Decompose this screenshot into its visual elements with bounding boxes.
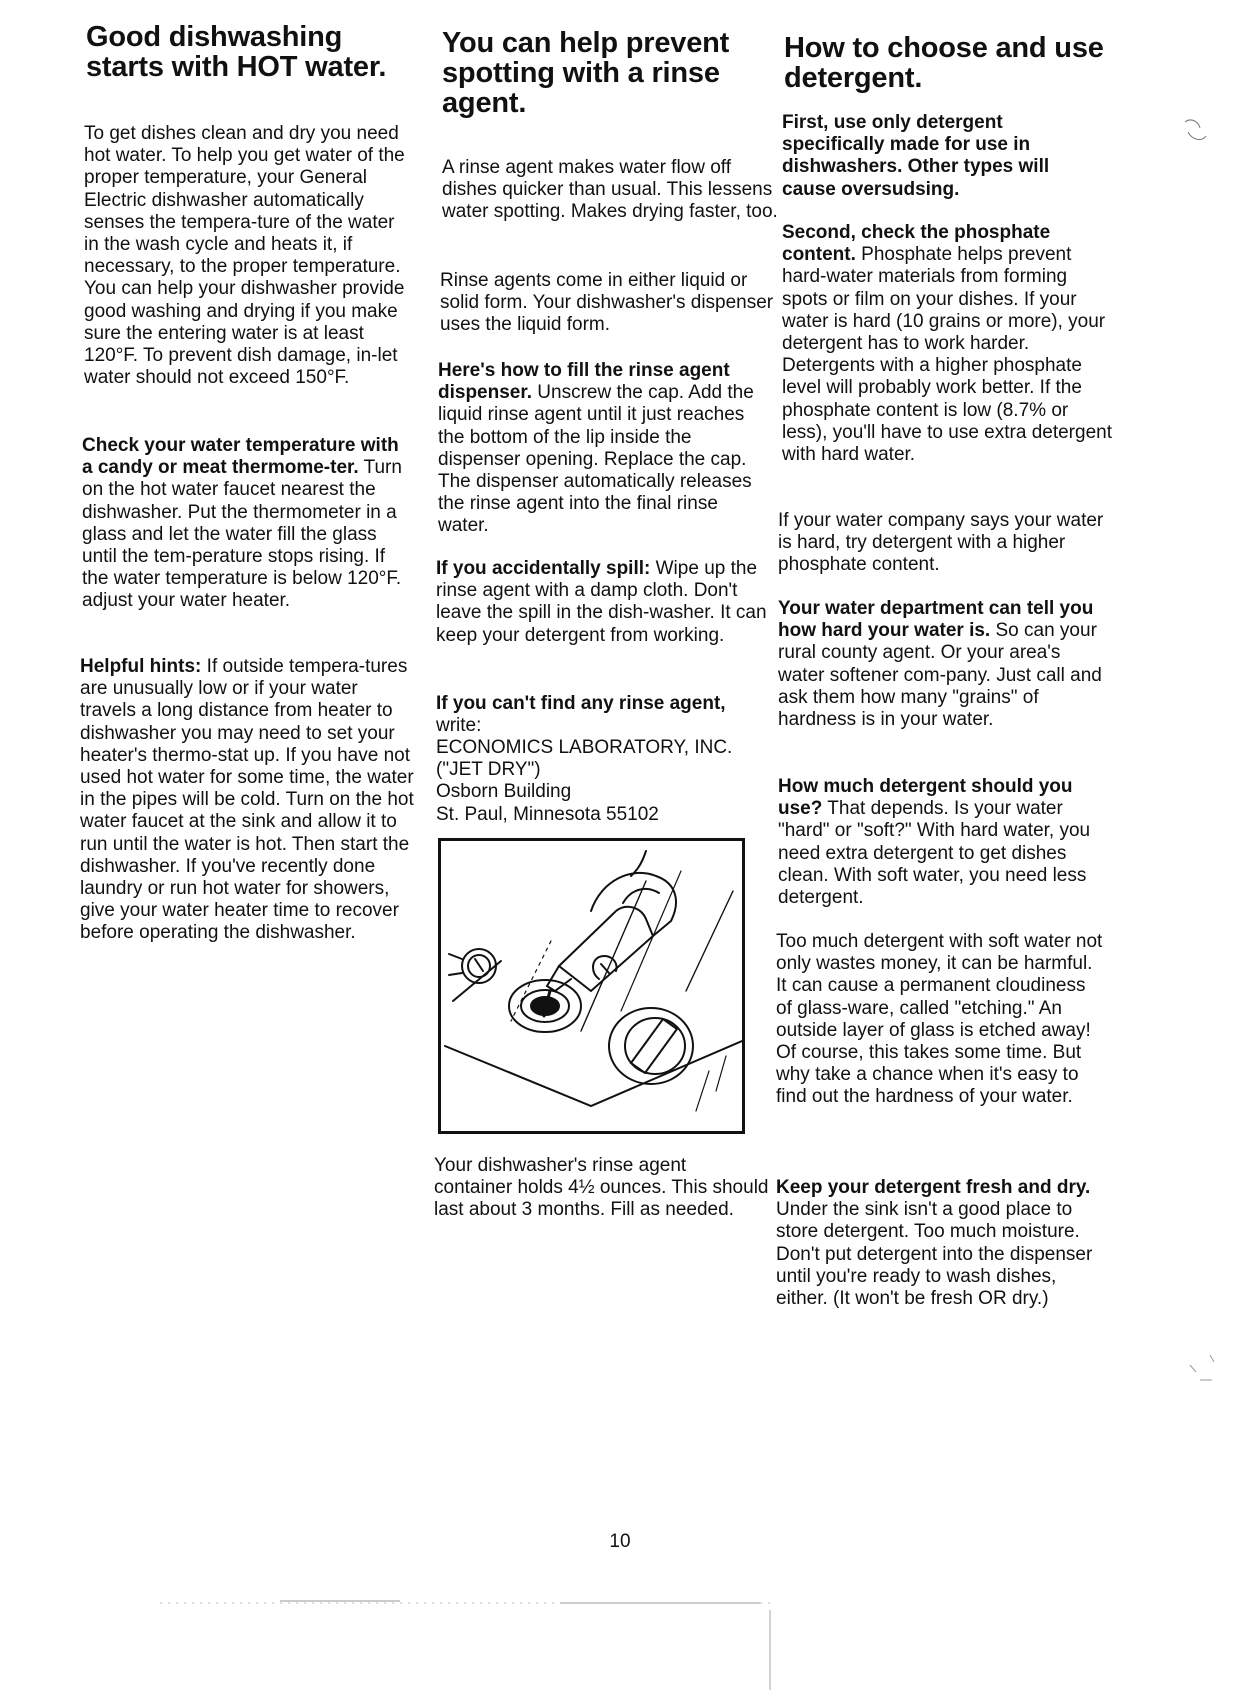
paragraph-hot-water-intro: To get dishes clean and dry you need hot water. To help you get water of the proper temperature, your General Electric dishwasher automatically senses the tempera-ture of the water in the wash cycle and heats it, if necessary, to the proper temperature. You can help your dishwasher provide good washing and drying if you make sure the entering water is at least 120°F. To prevent dish damage, in-let water should not exceed 150°F.: [84, 123, 405, 389]
lead-water-department: Your water department can tell you how hard your water is.: [778, 598, 1094, 642]
illustration-caption: Your dishwasher's rinse agent container holds 4½ ounces. This should last about 3 months. Fill as needed.: [434, 1155, 769, 1221]
lead-spill: If you accidentally spill:: [436, 558, 651, 579]
heading-rinse-agent: You can help prevent spotting with a rinse agent.: [442, 27, 730, 119]
lead-how-much-detergent: How much detergent should you use?: [778, 776, 1073, 820]
lead-phosphate: Second, check the phosphate content.: [782, 222, 1051, 266]
page-number: 10: [609, 1531, 631, 1552]
text-keep-fresh: Under the sink isn't a good place to store detergent. Too much moisture. Don't put detergent into the dispenser until you're ready to wash dishes, either. (It won't be fresh OR dry.): [776, 1199, 1093, 1310]
address-line: ECONOMICS LABORATORY, INC.: [436, 737, 733, 758]
paragraph-too-much-detergent: Too much detergent with soft water not only wastes money, it can be harmful. It can cause a permanent cloudiness of glass-ware, called "etching." An outside layer of glass is etched away! Of course, this takes some time. But why take a chance when it's easy to find out the hardness of your water.: [776, 931, 1103, 1108]
lead-check-temperature: Check your water temperature with a candy or meat thermome-ter.: [82, 435, 399, 479]
paragraph-water-company: If your water company says your water is hard, try detergent with a higher phosphate content.: [778, 510, 1104, 576]
text-spill: Wipe up the rinse agent with a damp cloth. Don't leave the spill in the dish-washer. It can keep your detergent from working.: [436, 558, 767, 646]
address-line: St. Paul, Minnesota 55102: [436, 803, 659, 825]
text-helpful-hints: If outside tempera-tures are unusually low or if your water travels a long distance from heater to dishwasher you may need to set your heater's thermo-stat up. If you have not used hot water for some time, the water in the pipes will be cold. Turn on the hot water faucet at the sink and allow it to run until the water is hot. Then start the dishwasher. If you've recently done laundry or run hot water for showers, give your water heater time to recover before operating the dishwasher.: [80, 656, 414, 944]
text-water-department: So can your rural county agent. Or your area's water softener com-pany. Just call and ask them how many "grains" of hardness is in your water.: [778, 620, 1102, 731]
paragraph-rinse-forms: Rinse agents come in either liquid or solid form. Your dishwasher's dispenser uses the liquid form.: [440, 270, 774, 336]
lead-use-dishwasher-detergent: First, use only detergent specifically made for use in dishwashers. Other types will cause oversudsing.: [782, 112, 1050, 200]
paragraph-rinse-intro: A rinse agent makes water flow off dishes quicker than usual. This lessens water spotting. Makes drying faster, too.: [442, 157, 778, 223]
address-line: ("JET DRY"): [436, 759, 541, 781]
text-find-rinse-agent: write:: [436, 715, 482, 737]
lead-find-rinse-agent: If you can't find any rinse agent,: [436, 693, 726, 714]
lead-helpful-hints: Helpful hints:: [80, 656, 202, 677]
heading-detergent: How to choose and use detergent.: [784, 32, 1104, 94]
text-phosphate: Phosphate helps prevent hard-water materials from forming spots or film on your dishes. If your water is hard (10 grains or more), your detergent has to work harder. Detergents with a higher phosphate level will probably work better. If the phosphate content is low (8.7% or less), you'll have to use extra detergent with hard water.: [782, 244, 1112, 466]
heading-hot-water: Good dishwashing starts with HOT water.: [86, 21, 387, 83]
address-line: Osborn Building: [436, 781, 572, 803]
text-how-much-detergent: That depends. Is your water "hard" or "soft?" With hard water, you need extra detergent to get dishes clean. With soft water, you need less detergent.: [778, 798, 1091, 909]
lead-keep-fresh: Keep your detergent fresh and dry.: [776, 1177, 1091, 1198]
scan-mark: [1185, 120, 1206, 139]
text-check-temperature: Turn on the hot water faucet nearest the dishwasher. Put the thermometer in a glass and let the water fill the glass until the tem-perature stops rising. If the water temperature is below 120°F. adjust your water heater.: [82, 457, 402, 612]
lead-fill-dispenser: Here's how to fill the rinse agent dispenser.: [438, 360, 730, 404]
text-fill-dispenser: Unscrew the cap. Add the liquid rinse agent until it just reaches the bottom of the lip inside the dispenser opening. Replace the cap. The dispenser automatically releases the rinse agent into the final rinse water.: [438, 382, 754, 537]
